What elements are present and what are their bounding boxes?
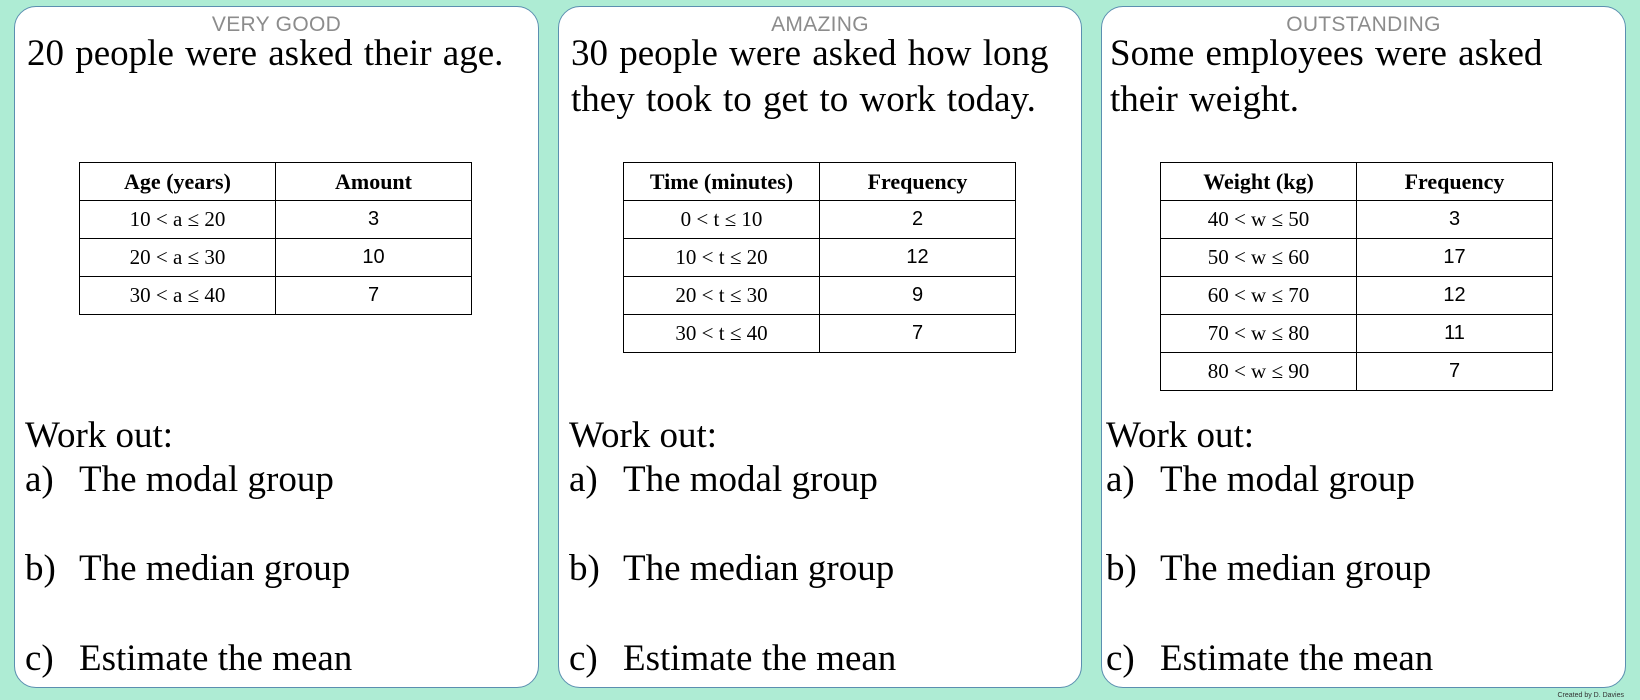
table-row bbox=[1161, 315, 1553, 353]
task-text: The median group bbox=[1160, 548, 1432, 589]
class-interval-cell: 30 < a ≤ 40 bbox=[80, 277, 276, 315]
column-header: Weight (kg) bbox=[1161, 163, 1357, 201]
difficulty-label: VERY GOOD bbox=[211, 13, 342, 36]
table-row bbox=[624, 277, 1016, 315]
author-credit: Created by D. Davies bbox=[1557, 692, 1624, 699]
column-header: Amount bbox=[276, 163, 472, 201]
difficulty-label: AMAZING bbox=[771, 13, 869, 36]
table-header-row bbox=[80, 163, 472, 201]
task-item bbox=[1106, 639, 1433, 680]
column-header: Frequency bbox=[820, 163, 1016, 201]
class-interval-cell: 60 < w ≤ 70 bbox=[1161, 277, 1357, 315]
task-text: The median group bbox=[623, 548, 895, 589]
class-interval-cell: 0 < t ≤ 10 bbox=[624, 201, 820, 239]
work-out-heading: Work out: bbox=[1106, 415, 1255, 456]
table-row bbox=[80, 277, 472, 315]
task-item bbox=[25, 460, 334, 501]
table-header-row bbox=[624, 163, 1016, 201]
task-item bbox=[1106, 549, 1431, 590]
question-text: Some employees were asked their weight. bbox=[1110, 33, 1543, 120]
task-letter: b) bbox=[1106, 548, 1137, 589]
frequency-cell: 11 bbox=[1357, 315, 1553, 353]
task-item bbox=[25, 549, 350, 590]
table-row bbox=[1161, 239, 1553, 277]
task-item bbox=[569, 460, 878, 501]
class-interval-cell: 10 < t ≤ 20 bbox=[624, 239, 820, 277]
frequency-cell: 9 bbox=[820, 277, 1016, 315]
task-text: The modal group bbox=[623, 459, 878, 500]
work-out-heading: Work out: bbox=[569, 415, 718, 456]
task-text: The modal group bbox=[79, 459, 334, 500]
task-item bbox=[25, 639, 352, 680]
task-text: The median group bbox=[79, 548, 351, 589]
question-text: 30 people were asked how long they took to get to work today. bbox=[571, 33, 1049, 120]
frequency-cell: 7 bbox=[820, 315, 1016, 353]
class-interval-cell: 30 < t ≤ 40 bbox=[624, 315, 820, 353]
question-card-outstanding bbox=[1101, 6, 1626, 688]
frequency-cell: 12 bbox=[1357, 277, 1553, 315]
table-row bbox=[1161, 277, 1553, 315]
table-row bbox=[624, 201, 1016, 239]
frequency-table bbox=[623, 162, 1016, 353]
column-header: Time (minutes) bbox=[624, 163, 820, 201]
task-letter: a) bbox=[1106, 459, 1135, 500]
class-interval-cell: 10 < a ≤ 20 bbox=[80, 201, 276, 239]
frequency-table bbox=[1160, 162, 1553, 391]
task-text: Estimate the mean bbox=[623, 638, 897, 679]
column-header: Frequency bbox=[1357, 163, 1553, 201]
task-letter: c) bbox=[569, 638, 598, 679]
difficulty-label: OUTSTANDING bbox=[1286, 13, 1441, 36]
task-letter: a) bbox=[25, 459, 54, 500]
task-letter: b) bbox=[25, 548, 56, 589]
table-row bbox=[80, 239, 472, 277]
frequency-cell: 3 bbox=[1357, 201, 1553, 239]
task-item bbox=[1106, 460, 1415, 501]
table-row bbox=[1161, 201, 1553, 239]
class-interval-cell: 20 < a ≤ 30 bbox=[80, 239, 276, 277]
frequency-table bbox=[79, 162, 472, 315]
class-interval-cell: 50 < w ≤ 60 bbox=[1161, 239, 1357, 277]
table-header-row bbox=[1161, 163, 1553, 201]
task-text: Estimate the mean bbox=[1160, 638, 1434, 679]
frequency-cell: 10 bbox=[276, 239, 472, 277]
task-letter: b) bbox=[569, 548, 600, 589]
frequency-cell: 3 bbox=[276, 201, 472, 239]
work-out-heading: Work out: bbox=[25, 415, 174, 456]
question-text: 20 people were asked their age. bbox=[27, 33, 504, 74]
column-header: Age (years) bbox=[80, 163, 276, 201]
class-interval-cell: 80 < w ≤ 90 bbox=[1161, 353, 1357, 391]
task-letter: c) bbox=[25, 638, 54, 679]
task-letter: a) bbox=[569, 459, 598, 500]
class-interval-cell: 70 < w ≤ 80 bbox=[1161, 315, 1357, 353]
frequency-cell: 2 bbox=[820, 201, 1016, 239]
class-interval-cell: 20 < t ≤ 30 bbox=[624, 277, 820, 315]
question-card-very-good bbox=[14, 6, 539, 688]
frequency-cell: 7 bbox=[276, 277, 472, 315]
task-text: Estimate the mean bbox=[79, 638, 353, 679]
table-row bbox=[80, 201, 472, 239]
table-row bbox=[624, 315, 1016, 353]
task-item bbox=[569, 639, 896, 680]
question-card-amazing bbox=[558, 6, 1082, 688]
class-interval-cell: 40 < w ≤ 50 bbox=[1161, 201, 1357, 239]
task-text: The modal group bbox=[1160, 459, 1415, 500]
frequency-cell: 12 bbox=[820, 239, 1016, 277]
task-item bbox=[569, 549, 894, 590]
frequency-cell: 7 bbox=[1357, 353, 1553, 391]
frequency-cell: 17 bbox=[1357, 239, 1553, 277]
table-row bbox=[1161, 353, 1553, 391]
table-row bbox=[624, 239, 1016, 277]
task-letter: c) bbox=[1106, 638, 1135, 679]
